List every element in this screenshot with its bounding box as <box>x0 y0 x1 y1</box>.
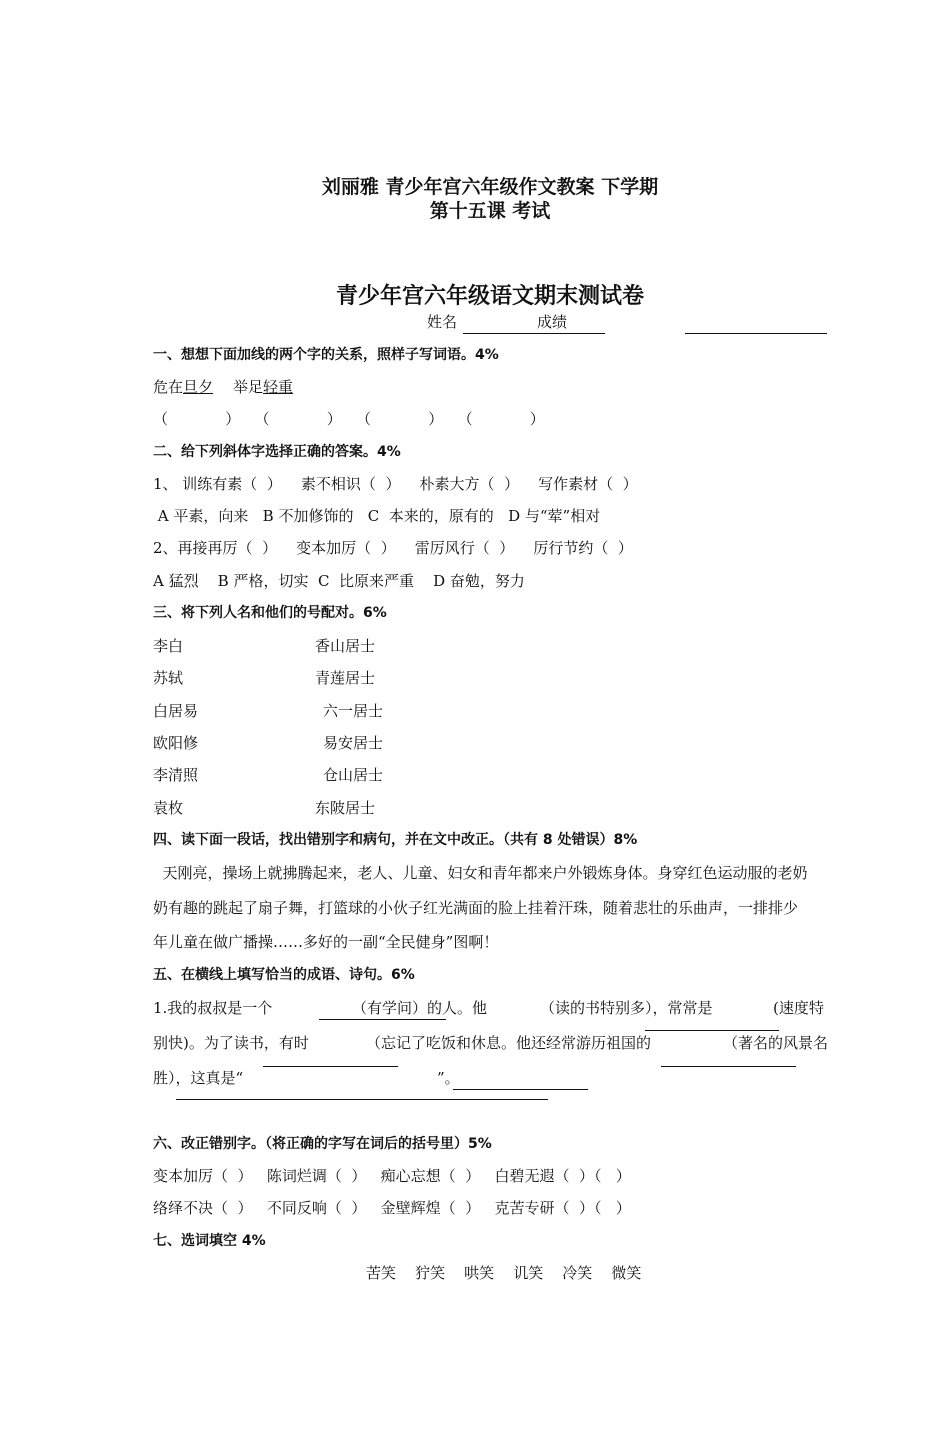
poet-name: 欧阳修 <box>153 734 199 752</box>
poet-name: 李白 <box>153 637 184 655</box>
poet-title: 东陂居士 <box>315 799 376 817</box>
fill-line-1d: (速度特 <box>773 999 824 1017</box>
blank-line[interactable] <box>661 1066 796 1067</box>
section-5-title: 五、在横线上填写恰当的成语、诗句。6% <box>153 967 415 983</box>
poet-title: 六一居士 <box>323 702 384 720</box>
poet-name: 苏轼 <box>153 669 184 687</box>
lesson-header: 刘丽雅 青少年宫六年级作文教案 下学期 <box>321 176 659 198</box>
fill-line-1a: 1.我的叔叔是一个 <box>153 999 273 1017</box>
section-1-blanks[interactable]: （ ） （ ） （ ） （ ） <box>153 410 545 428</box>
lesson-subheader: 第十五课 考试 <box>429 200 551 222</box>
typo-line-2: 络绎不决（ ） 不同反响（ ） 金壁辉煌（ ） 克苦专研（ ）（ ） <box>153 1199 631 1217</box>
name-field-line[interactable] <box>463 333 605 334</box>
exam-title: 青少年宫六年级语文期末测试卷 <box>335 284 644 309</box>
poet-name: 李清照 <box>153 766 199 784</box>
score-label: 成绩 <box>537 313 568 331</box>
poet-name: 袁枚 <box>153 799 184 817</box>
blank-line[interactable] <box>176 1099 548 1100</box>
section-2-options-1: A 平素，向来 B 不加修饰的 C 本来的，原有的 D 与“荤”相对 <box>153 507 601 525</box>
poet-title: 青莲居士 <box>315 669 376 687</box>
section-7-title: 七、选词填空 4% <box>153 1233 266 1249</box>
section-2-question-1: 1、 训练有素（ ） 素不相识（ ） 朴素大方（ ） 写作素材（ ） <box>153 475 638 493</box>
name-label: 姓名 <box>427 313 458 331</box>
section-6-title: 六、改正错别字。（将正确的字写在词后的括号里）5% <box>153 1136 492 1152</box>
fill-line-3b: ”。 <box>437 1069 460 1087</box>
paragraph-line-1: 天刚亮，操场上就拂腾起来，老人、儿童、妇女和青年都来户外锻炼身体。身穿红色运动服的老奶 <box>153 864 808 882</box>
word-choices: 苦笑 狞笑 哄笑 讥笑 冷笑 微笑 <box>366 1264 642 1282</box>
fill-line-2c: （著名的风景名 <box>723 1034 829 1052</box>
fill-line-1b: （有学问）的人。他 <box>352 999 488 1017</box>
paragraph-line-3: 年儿童在做广播操……多好的一副“全民健身”图啊！ <box>153 933 499 951</box>
score-field-line[interactable] <box>685 333 827 334</box>
section-4-title: 四、读下面一段话，找出错别字和病句，并在文中改正。（共有 8 处错误）8% <box>153 832 638 848</box>
section-1-example-2: 举足轻重 <box>233 378 294 396</box>
paragraph-line-2: 奶有趣的跳起了扇子舞，打篮球的小伙子红光满面的脸上挂着汗珠，随着悲壮的乐曲声，一排排少 <box>153 899 799 917</box>
blank-line[interactable] <box>453 1089 588 1090</box>
poet-name: 白居易 <box>153 702 199 720</box>
section-2-title: 二、给下列斜体字选择正确的答案。4% <box>153 444 401 460</box>
section-2-question-2: 2、再接再厉（ ） 变本加厉（ ） 雷厉风行（ ） 厉行节约（ ） <box>153 539 633 557</box>
blank-line[interactable] <box>263 1066 398 1067</box>
blank-line[interactable] <box>319 1019 446 1020</box>
section-1-example-1: 危在旦夕 <box>153 378 214 396</box>
fill-line-1c: （读的书特别多），常常是 <box>540 999 713 1017</box>
section-3-title: 三、将下列人名和他们的号配对。6% <box>153 605 387 621</box>
fill-line-2a: 别快)。为了读书，有时 <box>153 1034 309 1052</box>
section-1-title: 一、想想下面加线的两个字的关系，照样子写词语。4% <box>153 347 499 363</box>
blank-line[interactable] <box>645 1030 779 1031</box>
typo-line-1: 变本加厉（ ） 陈词烂调（ ） 痴心忘想（ ） 白碧无遐（ ）（ ） <box>153 1167 631 1185</box>
fill-line-2b: （忘记了吃饭和休息。他还经常游历祖国的 <box>366 1034 652 1052</box>
poet-title: 仓山居士 <box>323 766 384 784</box>
section-2-options-2: A 猛烈 B 严格，切实 C 比原来严重 D 奋勉，努力 <box>153 572 525 590</box>
poet-title: 易安居士 <box>323 734 384 752</box>
poet-title: 香山居士 <box>315 637 376 655</box>
fill-line-3a: 胜），这真是“ <box>153 1069 244 1087</box>
